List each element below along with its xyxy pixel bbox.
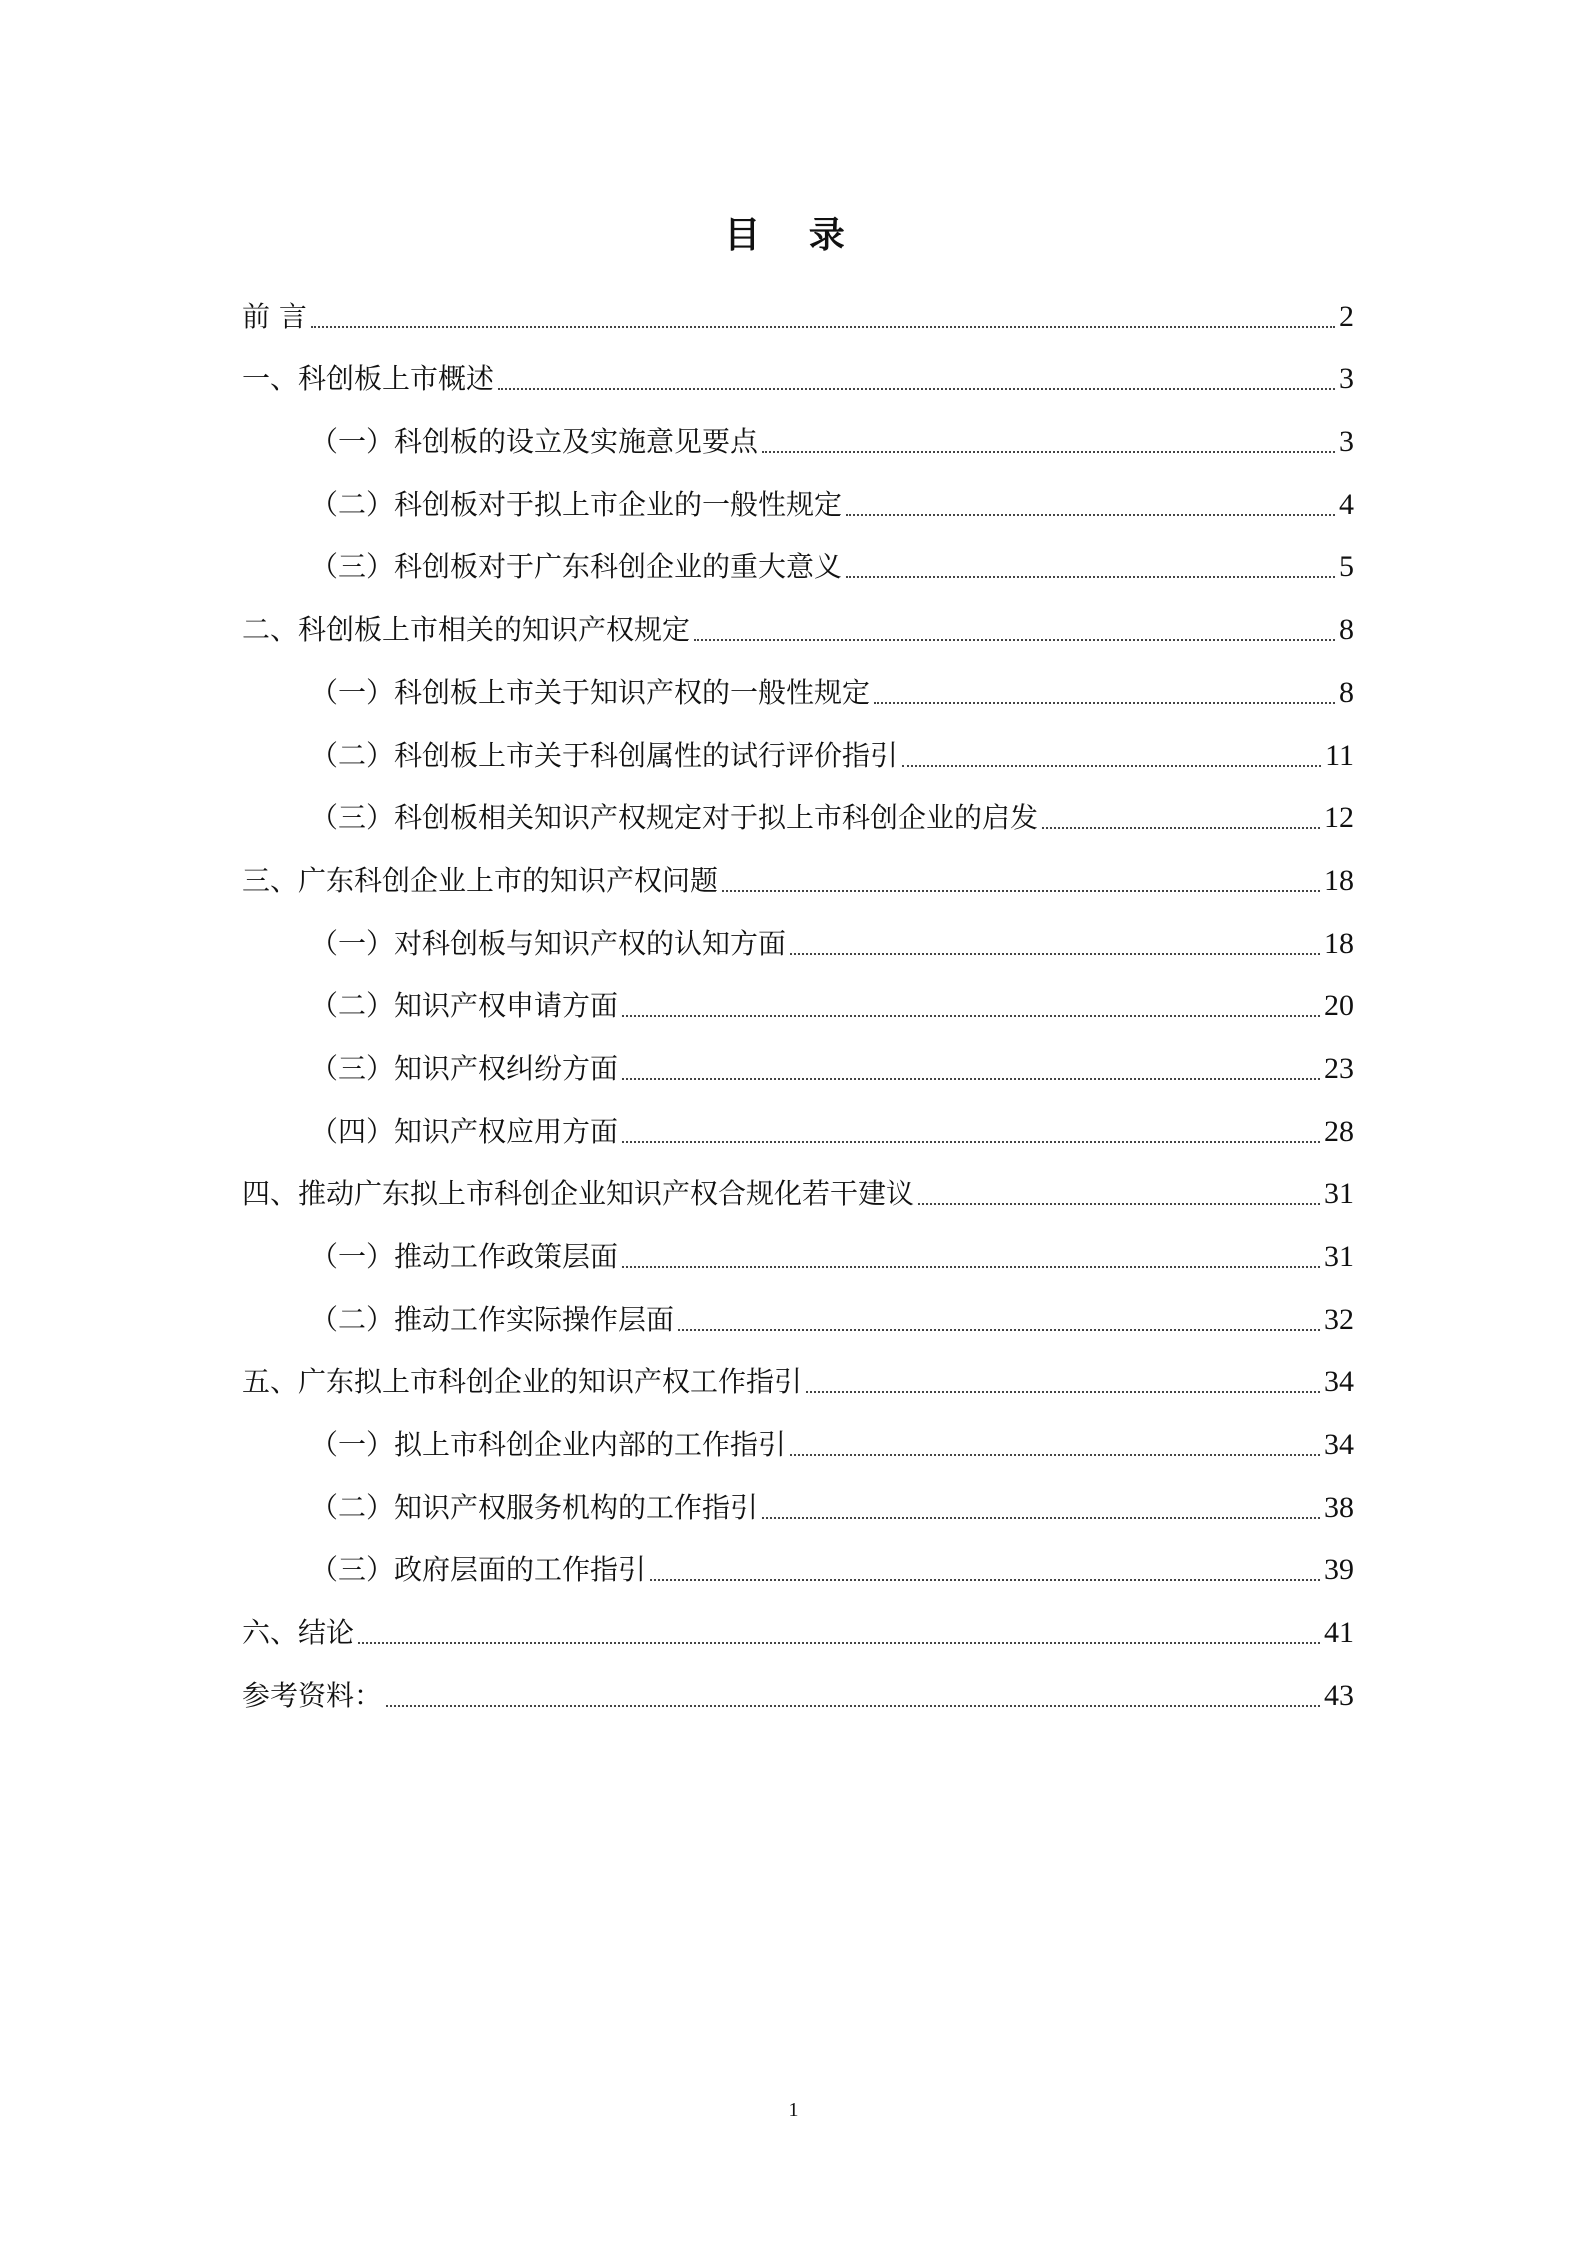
toc-dot-leader <box>762 1517 1320 1519</box>
toc-entry-label: （三）政府层面的工作指引 <box>310 1553 647 1587</box>
toc-entry[interactable] <box>242 1349 1354 1412</box>
toc-dot-leader <box>311 326 1335 328</box>
toc-entry-page: 18 <box>1324 863 1354 897</box>
toc-entry[interactable] <box>242 1098 1354 1161</box>
toc-dot-leader <box>846 514 1335 516</box>
toc-entry[interactable] <box>242 1474 1354 1537</box>
toc-entry-page: 23 <box>1324 1051 1354 1085</box>
toc-dot-leader <box>498 388 1335 390</box>
toc-entry-page: 39 <box>1324 1553 1354 1587</box>
toc-entry-label: （一）科创板的设立及实施意见要点 <box>310 425 759 459</box>
toc-dot-leader <box>358 1642 1320 1644</box>
toc-entry-page: 32 <box>1324 1302 1354 1336</box>
toc-entry-page: 2 <box>1339 299 1354 333</box>
toc-entry-page: 38 <box>1324 1490 1354 1524</box>
toc-dot-leader <box>902 765 1321 767</box>
toc-entry-page: 34 <box>1324 1365 1354 1399</box>
toc-dot-leader <box>722 890 1320 892</box>
toc-dot-leader <box>790 1454 1320 1456</box>
toc-entry-page: 34 <box>1324 1428 1354 1462</box>
toc-entry-label: 一、科创板上市概述 <box>242 362 495 396</box>
toc-entry[interactable] <box>242 1161 1354 1224</box>
toc-entry[interactable] <box>242 910 1354 973</box>
toc-dot-leader <box>790 953 1320 955</box>
toc-entry-page: 3 <box>1339 362 1354 396</box>
toc-entry[interactable] <box>242 1662 1354 1725</box>
toc-entry-page: 3 <box>1339 425 1354 459</box>
toc-entry[interactable] <box>242 847 1354 910</box>
toc-entry[interactable] <box>242 785 1354 848</box>
toc-dot-leader <box>762 451 1335 453</box>
toc-entry[interactable] <box>242 1223 1354 1286</box>
toc-dot-leader <box>622 1015 1320 1017</box>
toc-entry-label: （三）科创板对于广东科创企业的重大意义 <box>310 550 843 584</box>
toc-entry-label: 前 言 <box>242 299 307 333</box>
toc-entry-label: （二）推动工作实际操作层面 <box>310 1302 675 1336</box>
toc-entry-page: 18 <box>1324 926 1354 960</box>
toc-entry-label: 二、科创板上市相关的知识产权规定 <box>242 613 691 647</box>
toc-entry-label: （二）科创板对于拟上市企业的一般性规定 <box>310 487 843 521</box>
toc-entry-label: 五、广东拟上市科创企业的知识产权工作指引 <box>242 1365 803 1399</box>
toc-entry-label: （二）知识产权申请方面 <box>310 989 619 1023</box>
toc-entry-page: 5 <box>1339 550 1354 584</box>
page-title: 目 录 <box>724 214 863 256</box>
toc-entry-label: 四、推动广东拟上市科创企业知识产权合规化若干建议 <box>242 1177 915 1211</box>
toc-entry[interactable] <box>242 722 1354 785</box>
toc-dot-leader <box>874 702 1335 704</box>
toc-entry[interactable] <box>242 1537 1354 1600</box>
toc-entry-page: 4 <box>1339 487 1354 521</box>
toc-dot-leader <box>806 1391 1320 1393</box>
toc-entry-label: 三、广东科创企业上市的知识产权问题 <box>242 863 719 897</box>
toc-dot-leader <box>650 1579 1320 1581</box>
page-number: 1 <box>788 2099 799 2121</box>
toc-dot-leader <box>622 1078 1320 1080</box>
toc-entry[interactable] <box>242 283 1354 346</box>
toc-entry-label: （二）知识产权服务机构的工作指引 <box>310 1490 759 1524</box>
toc-entry[interactable] <box>242 534 1354 597</box>
toc-entry-page: 31 <box>1324 1240 1354 1273</box>
toc-entry-page: 43 <box>1324 1678 1354 1712</box>
toc-entry-label: （一）科创板上市关于知识产权的一般性规定 <box>310 675 871 709</box>
toc-dot-leader <box>622 1266 1320 1268</box>
toc-dot-leader <box>694 639 1335 641</box>
toc-entry-page: 11 <box>1325 738 1354 772</box>
toc-entry[interactable] <box>242 346 1354 409</box>
toc-entry[interactable] <box>242 659 1354 722</box>
toc-entry-label: （三）知识产权纠纷方面 <box>310 1051 619 1085</box>
toc-entry-label: 参考资料： <box>242 1678 383 1712</box>
toc-entry[interactable] <box>242 973 1354 1036</box>
toc-entry-page: 8 <box>1339 675 1354 709</box>
toc-dot-leader <box>918 1203 1320 1205</box>
toc-entry-page: 12 <box>1324 801 1354 835</box>
toc-entry-page: 31 <box>1324 1177 1354 1211</box>
toc-entry[interactable] <box>242 1599 1354 1662</box>
toc-entry-label: （一）对科创板与知识产权的认知方面 <box>310 926 787 960</box>
table-of-contents <box>242 283 1354 1725</box>
toc-entry-page: 41 <box>1324 1616 1354 1650</box>
toc-entry-page: 8 <box>1339 613 1354 647</box>
toc-dot-leader <box>622 1141 1320 1143</box>
toc-dot-leader <box>1042 827 1320 829</box>
toc-entry[interactable] <box>242 1035 1354 1098</box>
toc-entry[interactable] <box>242 596 1354 659</box>
toc-entry[interactable] <box>242 1286 1354 1349</box>
toc-entry[interactable] <box>242 408 1354 471</box>
toc-entry-label: 六、结论 <box>242 1616 355 1650</box>
toc-entry[interactable] <box>242 1411 1354 1474</box>
toc-entry-label: （一）拟上市科创企业内部的工作指引 <box>310 1428 787 1462</box>
toc-entry-page: 20 <box>1324 989 1354 1023</box>
toc-entry-label: （二）科创板上市关于科创属性的试行评价指引 <box>310 738 899 772</box>
toc-entry-page: 28 <box>1324 1114 1354 1148</box>
toc-entry-label: （四）知识产权应用方面 <box>310 1114 619 1148</box>
toc-entry-label: （三）科创板相关知识产权规定对于拟上市科创企业的启发 <box>310 801 1039 835</box>
toc-dot-leader <box>678 1329 1320 1331</box>
toc-dot-leader <box>846 576 1335 578</box>
toc-entry-label: （一）推动工作政策层面 <box>310 1240 619 1273</box>
toc-entry[interactable] <box>242 471 1354 534</box>
toc-dot-leader <box>386 1705 1320 1707</box>
